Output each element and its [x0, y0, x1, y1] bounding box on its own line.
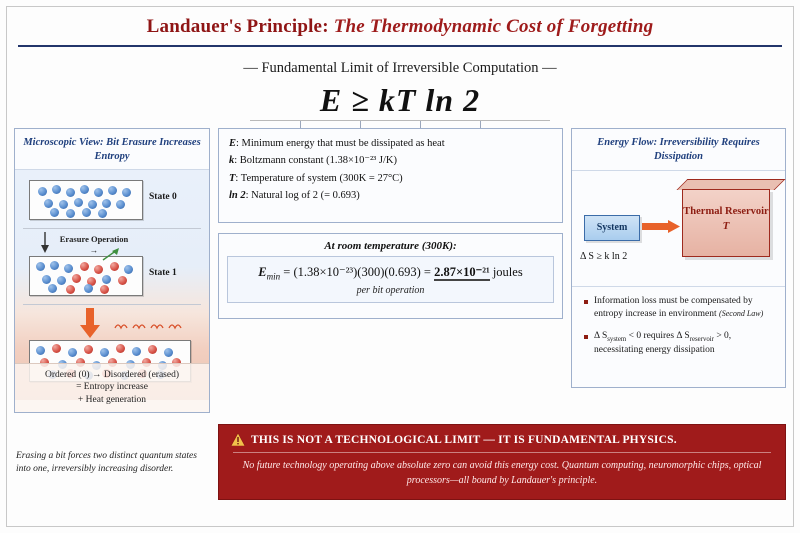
entropy-result-caption [15, 363, 209, 412]
state-0-box [29, 180, 143, 220]
bullet-note: (Second Law) [719, 309, 764, 319]
definition-text: : Boltzmann constant (1.38×10⁻²³ J/K) [234, 155, 397, 167]
entropy-inequality-label: Δ S ≥ k ln 2 [580, 251, 628, 263]
definition-text: : Temperature of system (300K = 27°C) [235, 172, 403, 184]
bullet-text-3: > 0, necessitating energy dissipation [594, 330, 732, 356]
calc-mid: = (1.38×10⁻²³)(300)(0.693) = [280, 265, 435, 279]
energy-flow-diagram [572, 171, 785, 286]
title-divider [18, 45, 782, 47]
green-energy-arrow-icon [101, 248, 121, 262]
result-line-3: + Heat generation [77, 394, 147, 405]
title-main: Landauer's Principle: [146, 16, 329, 37]
room-temperature-calculation [227, 256, 554, 303]
stage-divider-1 [23, 228, 201, 229]
room-temperature-title: At room temperature (300K): [324, 240, 457, 252]
warning-heading-text: THIS IS NOT A TECHNOLOGICAL LIMIT — IT IS FUNDAMENTAL PHYSICS. [251, 433, 677, 446]
state-1-label: State 1 [149, 268, 177, 279]
bullet-text-2: < 0 requires Δ S [626, 330, 690, 341]
calculation-equation [232, 264, 549, 282]
main-equation: E ≥ kT ln 2 [319, 82, 481, 118]
definition-text: : Natural log of 2 (= 0.693) [245, 189, 360, 201]
bullet-sub: system [607, 335, 627, 343]
page-title [0, 16, 800, 38]
warning-banner [218, 424, 786, 500]
system-box: System [584, 215, 640, 241]
energy-flow-heading: Energy Flow: Irreversibility Requires Dissipation [572, 129, 785, 171]
erasure-operation-label: Erasure Operation → [59, 234, 129, 255]
calc-unit: joules [489, 265, 523, 279]
calc-lhs-sub: min [266, 271, 281, 282]
room-temperature-panel [218, 233, 563, 319]
bullet-sub-2: reservoir [689, 335, 714, 343]
warning-body-text: No future technology operating above absolute zero can avoid this energy cost. Quantum computing, neuromorphic chips, optical processors—all bound by Landauer's principle. [242, 460, 762, 486]
state-1-box [29, 256, 143, 296]
left-panel-footnote: Erasing a bit forces two distinct quantum states into one, irreversibly increasing disorder. [16, 451, 197, 474]
erasure-arrow-icon [37, 232, 53, 254]
warning-heading-row [231, 433, 773, 446]
thermal-reservoir-box [682, 189, 770, 257]
warning-triangle-icon [231, 433, 245, 446]
title-sub: The Thermodynamic Cost of Forgetting [333, 16, 654, 37]
stage-divider-2 [23, 304, 201, 305]
equation-underline [250, 120, 550, 121]
definition-symbol: k [229, 155, 235, 167]
energy-flow-panel [571, 128, 786, 388]
reservoir-temperature: T [722, 220, 730, 233]
heat-waves-icon [111, 310, 197, 330]
definitions-panel [218, 128, 563, 223]
result-line-2: = Entropy increase [76, 382, 148, 393]
definition-symbol: ln 2 [229, 189, 246, 201]
per-bit-label: per bit operation [356, 284, 425, 296]
definition-row [229, 188, 552, 204]
calc-lhs: E [258, 265, 267, 279]
state-0-label: State 0 [149, 192, 177, 203]
reservoir-label: Thermal Reservoir [683, 206, 769, 218]
bullet-text: Δ S [594, 330, 608, 341]
energy-flow-bullets [572, 286, 785, 357]
microscopic-view-heading: Microscopic View: Bit Erasure Increases Entropy [15, 129, 209, 170]
result-line-1: Ordered (0) → Disordered (erased) [45, 369, 179, 380]
warning-divider [233, 452, 771, 453]
definition-text: : Minimum energy that must be dissipated as heat [236, 138, 445, 149]
microscopic-view-panel [14, 128, 210, 413]
bullet-item [584, 330, 775, 357]
dissipation-arrow-icon [79, 308, 101, 338]
definition-symbol: T [229, 172, 236, 184]
definition-symbol: E [229, 138, 237, 149]
definition-row [229, 153, 552, 169]
definition-row [229, 171, 552, 187]
subtitle: — Fundamental Limit of Irreversible Computation — [243, 60, 557, 76]
bullet-text: Information loss must be compensated by entropy increase in environment [594, 296, 753, 320]
heat-flow-arrow-icon [642, 220, 680, 233]
bullet-item [584, 295, 775, 321]
calc-result: 2.87×10⁻²¹ [434, 265, 490, 279]
definition-row [229, 136, 552, 152]
